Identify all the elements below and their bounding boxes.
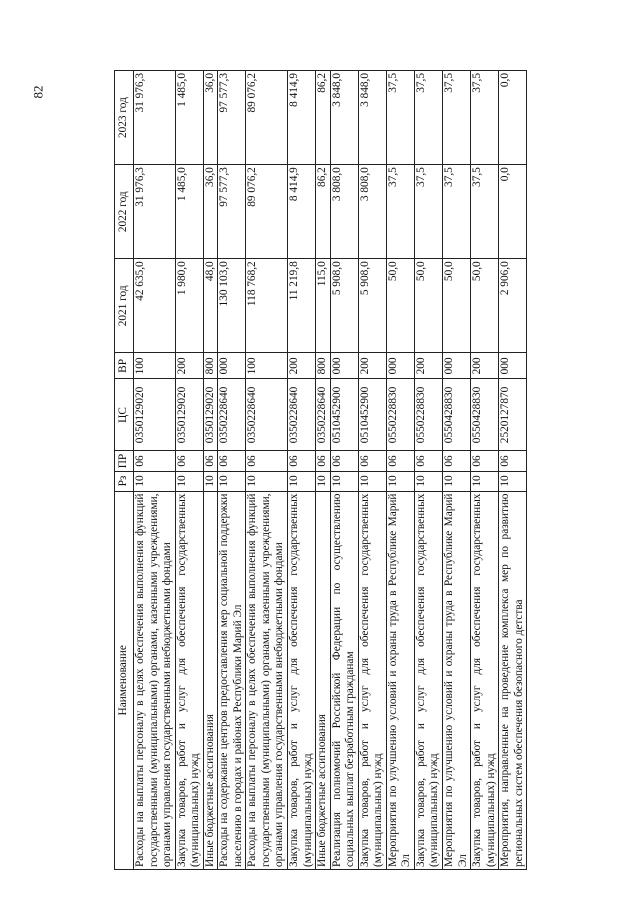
row-cs: 0550428830 bbox=[471, 379, 499, 451]
row-2023: 3 848,0 bbox=[330, 71, 358, 165]
row-2023: 8 414,9 bbox=[288, 71, 316, 165]
row-cs: 0510452900 bbox=[358, 379, 386, 451]
row-2022: 31 976,3 bbox=[134, 165, 176, 259]
row-name: Закупка товаров, работ и услуг для обеспечения государственных (муниципальных) нужд bbox=[175, 491, 203, 869]
row-name: Закупка товаров, работ и услуг для обеспечения государственных (муниципальных) нужд bbox=[358, 491, 386, 869]
row-2021: 50,0 bbox=[443, 259, 471, 353]
row-pr: 06 bbox=[316, 451, 331, 471]
page-number: 82 bbox=[30, 85, 46, 99]
row-name: Расходы на содержание центров предоставления мер социальной поддержки населению в городах и районах Республики Марий Эл bbox=[218, 491, 246, 869]
row-vr: 200 bbox=[358, 353, 386, 379]
row-vr: 000 bbox=[443, 353, 471, 379]
budget-table bbox=[114, 70, 527, 870]
row-vr: 800 bbox=[316, 353, 331, 379]
row-name: Иные бюджетные ассигнования bbox=[203, 491, 218, 869]
row-rz: 10 bbox=[203, 471, 218, 491]
row-rz: 10 bbox=[134, 471, 176, 491]
row-rz: 10 bbox=[386, 471, 414, 491]
row-name: Мероприятия по улучшению условий и охраны труда в Республике Марий Эл bbox=[386, 491, 414, 869]
row-pr: 06 bbox=[443, 451, 471, 471]
row-2023: 1 485,0 bbox=[175, 71, 203, 165]
row-pr: 06 bbox=[288, 451, 316, 471]
table-row bbox=[218, 71, 246, 870]
row-cs: 2520127870 bbox=[499, 379, 527, 451]
row-vr: 200 bbox=[414, 353, 442, 379]
table-row bbox=[288, 71, 316, 870]
row-2022: 86,2 bbox=[316, 165, 331, 259]
row-name: Мероприятия, направленные на проведение комплекса мер по развитию региональных систем обеспечения безопасного детства bbox=[499, 491, 527, 869]
row-name: Закупка товаров, работ и услуг для обеспечения государственных (муниципальных) нужд bbox=[414, 491, 442, 869]
row-name: Реализация полномочий Российской Федерации по осуществлению социальных выплат безработным гражданам bbox=[330, 491, 358, 869]
row-2023: 3 848,0 bbox=[358, 71, 386, 165]
row-cs: 0550228830 bbox=[386, 379, 414, 451]
row-pr: 06 bbox=[203, 451, 218, 471]
row-2022: 37,5 bbox=[386, 165, 414, 259]
row-2021: 50,0 bbox=[414, 259, 442, 353]
row-pr: 06 bbox=[246, 451, 288, 471]
row-2021: 48,0 bbox=[203, 259, 218, 353]
row-name: Закупка товаров, работ и услуг для обеспечения государственных (муниципальных) нужд bbox=[471, 491, 499, 869]
row-rz: 10 bbox=[316, 471, 331, 491]
row-pr: 06 bbox=[358, 451, 386, 471]
row-2022: 37,5 bbox=[443, 165, 471, 259]
row-2023: 37,5 bbox=[414, 71, 442, 165]
row-pr: 06 bbox=[386, 451, 414, 471]
row-pr: 06 bbox=[471, 451, 499, 471]
row-cs: 0550228830 bbox=[414, 379, 442, 451]
header-name: Наименование bbox=[115, 491, 134, 869]
row-vr: 000 bbox=[330, 353, 358, 379]
row-pr: 06 bbox=[134, 451, 176, 471]
row-rz: 10 bbox=[330, 471, 358, 491]
row-2021: 115,0 bbox=[316, 259, 331, 353]
row-2023: 89 076,2 bbox=[246, 71, 288, 165]
row-2022: 97 577,3 bbox=[218, 165, 246, 259]
row-cs: 0350228640 bbox=[316, 379, 331, 451]
table-row bbox=[471, 71, 499, 870]
row-pr: 06 bbox=[175, 451, 203, 471]
row-vr: 100 bbox=[134, 353, 176, 379]
header-vr: ВР bbox=[115, 353, 134, 379]
row-vr: 200 bbox=[288, 353, 316, 379]
row-cs: 0350228640 bbox=[218, 379, 246, 451]
table-row bbox=[316, 71, 331, 870]
row-name: Расходы на выплаты персоналу в целях обеспечения выполнения функций государственными (муниципальными) органами, казенными учреждениями, органами управления государственными внебюджетными фондами bbox=[134, 491, 176, 869]
row-vr: 800 bbox=[203, 353, 218, 379]
row-pr: 06 bbox=[330, 451, 358, 471]
row-vr: 000 bbox=[386, 353, 414, 379]
row-2023: 37,5 bbox=[471, 71, 499, 165]
row-2022: 1 485,0 bbox=[175, 165, 203, 259]
row-pr: 06 bbox=[499, 451, 527, 471]
row-2021: 1 980,0 bbox=[175, 259, 203, 353]
row-2023: 86,2 bbox=[316, 71, 331, 165]
row-2022: 3 808,0 bbox=[330, 165, 358, 259]
table-row bbox=[358, 71, 386, 870]
row-rz: 10 bbox=[218, 471, 246, 491]
row-rz: 10 bbox=[246, 471, 288, 491]
row-vr: 200 bbox=[175, 353, 203, 379]
row-2021: 2 906,0 bbox=[499, 259, 527, 353]
row-2021: 130 103,0 bbox=[218, 259, 246, 353]
row-name: Расходы на выплаты персоналу в целях обеспечения выполнения функций государственными (муниципальными) органами, казенными учреждениями, органами управления государственными внебюджетными фондами bbox=[246, 491, 288, 869]
row-2022: 3 808,0 bbox=[358, 165, 386, 259]
row-2021: 11 219,8 bbox=[288, 259, 316, 353]
row-2022: 37,5 bbox=[414, 165, 442, 259]
row-rz: 10 bbox=[471, 471, 499, 491]
budget-table-page bbox=[114, 70, 572, 870]
header-pr: ПР bbox=[115, 451, 134, 471]
table-row bbox=[203, 71, 218, 870]
table-row bbox=[414, 71, 442, 870]
row-vr: 000 bbox=[499, 353, 527, 379]
table-row bbox=[499, 71, 527, 870]
row-name: Мероприятия по улучшению условий и охраны труда в Республике Марий Эл bbox=[443, 491, 471, 869]
row-2021: 50,0 bbox=[386, 259, 414, 353]
header-rz: Рз bbox=[115, 471, 134, 491]
row-rz: 10 bbox=[443, 471, 471, 491]
row-cs: 0550428830 bbox=[443, 379, 471, 451]
row-2022: 37,5 bbox=[471, 165, 499, 259]
row-2023: 36,0 bbox=[203, 71, 218, 165]
row-2021: 5 908,0 bbox=[330, 259, 358, 353]
table-row bbox=[330, 71, 358, 870]
row-2023: 0,0 bbox=[499, 71, 527, 165]
table-row bbox=[134, 71, 176, 870]
row-2022: 0,0 bbox=[499, 165, 527, 259]
row-vr: 100 bbox=[246, 353, 288, 379]
row-2022: 89 076,2 bbox=[246, 165, 288, 259]
row-vr: 200 bbox=[471, 353, 499, 379]
row-rz: 10 bbox=[175, 471, 203, 491]
row-cs: 0350129020 bbox=[134, 379, 176, 451]
row-2021: 5 908,0 bbox=[358, 259, 386, 353]
row-pr: 06 bbox=[218, 451, 246, 471]
table-header-row bbox=[115, 71, 134, 870]
row-2021: 42 635,0 bbox=[134, 259, 176, 353]
row-cs: 0350129020 bbox=[203, 379, 218, 451]
row-2022: 36,0 bbox=[203, 165, 218, 259]
row-rz: 10 bbox=[288, 471, 316, 491]
row-2023: 97 577,3 bbox=[218, 71, 246, 165]
table-row bbox=[443, 71, 471, 870]
row-2021: 118 768,2 bbox=[246, 259, 288, 353]
row-cs: 0350228640 bbox=[246, 379, 288, 451]
row-2023: 37,5 bbox=[386, 71, 414, 165]
row-rz: 10 bbox=[414, 471, 442, 491]
header-2022: 2022 год bbox=[115, 165, 134, 259]
row-2023: 37,5 bbox=[443, 71, 471, 165]
row-rz: 10 bbox=[358, 471, 386, 491]
row-rz: 10 bbox=[499, 471, 527, 491]
row-cs: 0510452900 bbox=[330, 379, 358, 451]
row-cs: 0350228640 bbox=[288, 379, 316, 451]
header-cs: ЦС bbox=[115, 379, 134, 451]
table-body bbox=[134, 71, 527, 870]
row-2021: 50,0 bbox=[471, 259, 499, 353]
row-name: Иные бюджетные ассигнования bbox=[316, 491, 331, 869]
row-2022: 8 414,9 bbox=[288, 165, 316, 259]
row-vr: 000 bbox=[218, 353, 246, 379]
row-2023: 31 976,3 bbox=[134, 71, 176, 165]
table-row bbox=[175, 71, 203, 870]
header-2021: 2021 год bbox=[115, 259, 134, 353]
row-pr: 06 bbox=[414, 451, 442, 471]
header-2023: 2023 год bbox=[115, 71, 134, 165]
row-name: Закупка товаров, работ и услуг для обеспечения государственных (муниципальных) нужд bbox=[288, 491, 316, 869]
row-cs: 0350129020 bbox=[175, 379, 203, 451]
table-row bbox=[386, 71, 414, 870]
table-row bbox=[246, 71, 288, 870]
